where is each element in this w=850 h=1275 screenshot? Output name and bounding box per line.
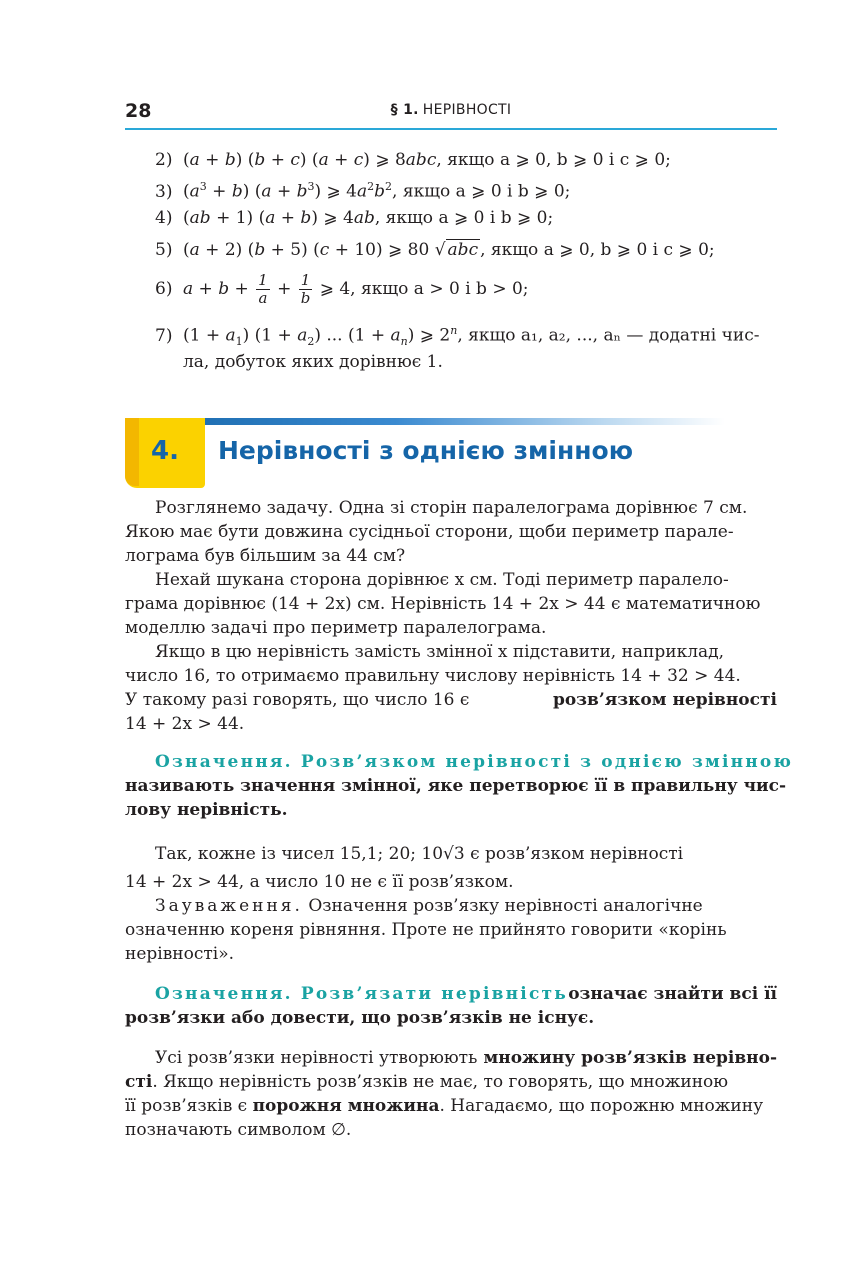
exercise-6: 6) a + b + $\frac{1}{a}$ + $\frac{1}{b}$ ⩾ 4, якщо a > 0 і b > 0; [155, 271, 529, 307]
section-heading-bar [125, 418, 725, 425]
term-empty-set: порожня множина [252, 1096, 440, 1116]
section-number: 4. [151, 436, 179, 466]
term-solution-of-inequality: розв’язком нерівності [552, 690, 777, 710]
page-header [125, 100, 777, 130]
paragraph-remark: Зауваження. Означення розв’язку нерівності аналогічне означенню кореня рівняння. Проте не прийнято говорити «корінь нерівності». [125, 896, 727, 964]
exercise-7-continuation: ла, добуток яких дорівнює 1. [183, 352, 443, 372]
exercise-7: 7) $(1 + a_1)$ $(1 + a_2)$ ... $(1 + a_n)$ ⩾ 2$^n$, якщо a₁, a₂, ..., aₙ — додатні чис- [155, 324, 760, 349]
page-number: 28 [125, 100, 152, 122]
exercise-5: 5) (a + 2) (b + 5) (c + 10) ⩾ 80 √ abc , якщо a ⩾ 0, b ⩾ 0 і c ⩾ 0; [155, 240, 715, 260]
header-rule [125, 128, 777, 130]
paragraph-examples: Так, кожне із чисел 15,1; 20; 10√3 є розв’язком нерівності 14 + 2x > 44, а число 10 не є її розв’язком. [125, 844, 684, 892]
definition-solve: Означення. Розв’язати нерівність означає знайти всі її розв’язки або довести, що розв’язків не існує. [125, 984, 777, 1028]
exercise-4: 4) (ab + 1) (a + b) ⩾ 4ab, якщо a ⩾ 0 і b ⩾ 0; [155, 208, 554, 228]
exercise-2: 2) (a + b) (b + c) (a + c) ⩾ 8abc, якщо a ⩾ 0, b ⩾ 0 і c ⩾ 0; [155, 150, 671, 170]
remark-label: Зауваження. [155, 896, 303, 916]
paragraph-model: Нехай шукана сторона дорівнює x см. Тоді периметр паралело- грама дорівнює (14 + 2x) см. Нерівність 14 + 2x > 44 є математичною моделлю задачі про периметр паралелограма. [125, 570, 761, 638]
definition-solution: Означення. Розв’язком нерівності з однією змінною називають значення змінної, яке перетворює її в правильну чис- лову нерівність. [125, 752, 794, 820]
exercise-3: 3) $(a^3 + b) (a + b^3)$ ⩾ $4a^2b^2$, якщо a ⩾ 0 і b ⩾ 0; [155, 180, 571, 202]
section-name: НЕРІВНОСТІ [422, 102, 512, 118]
paragraph-solution-set: Усі розв’язки нерівності утворюють множину розв’язків нерівно- сті. Якщо нерівність розв’язків не має, то говорять, що множиною її розв’язків є порожня множина. Нагадаємо, що порожню множину позначають символом ∅. [125, 1048, 777, 1140]
running-title [125, 102, 777, 118]
paragraph-substitution: Якщо в цю нерівність замість змінної x підставити, наприклад, число 16, то отримаємо правильну числову нерівність 14 + 32 > 44. У такому разі говорять, що число 16 є розв’язком нерівності 14 + 2x > 44. [125, 642, 777, 734]
section-mark: § 1. [390, 102, 419, 118]
section-title: Нерівності з однією змінною [218, 436, 634, 465]
paragraph-problem: Розглянемо задачу. Одна зі сторін паралелограма дорівнює 7 см. Якою має бути довжина сусідньої сторони, щоби периметр парале- лограма був більшим за 44 см? [125, 498, 748, 566]
term-solution-set: множину розв’язків нерівно- [483, 1048, 777, 1068]
